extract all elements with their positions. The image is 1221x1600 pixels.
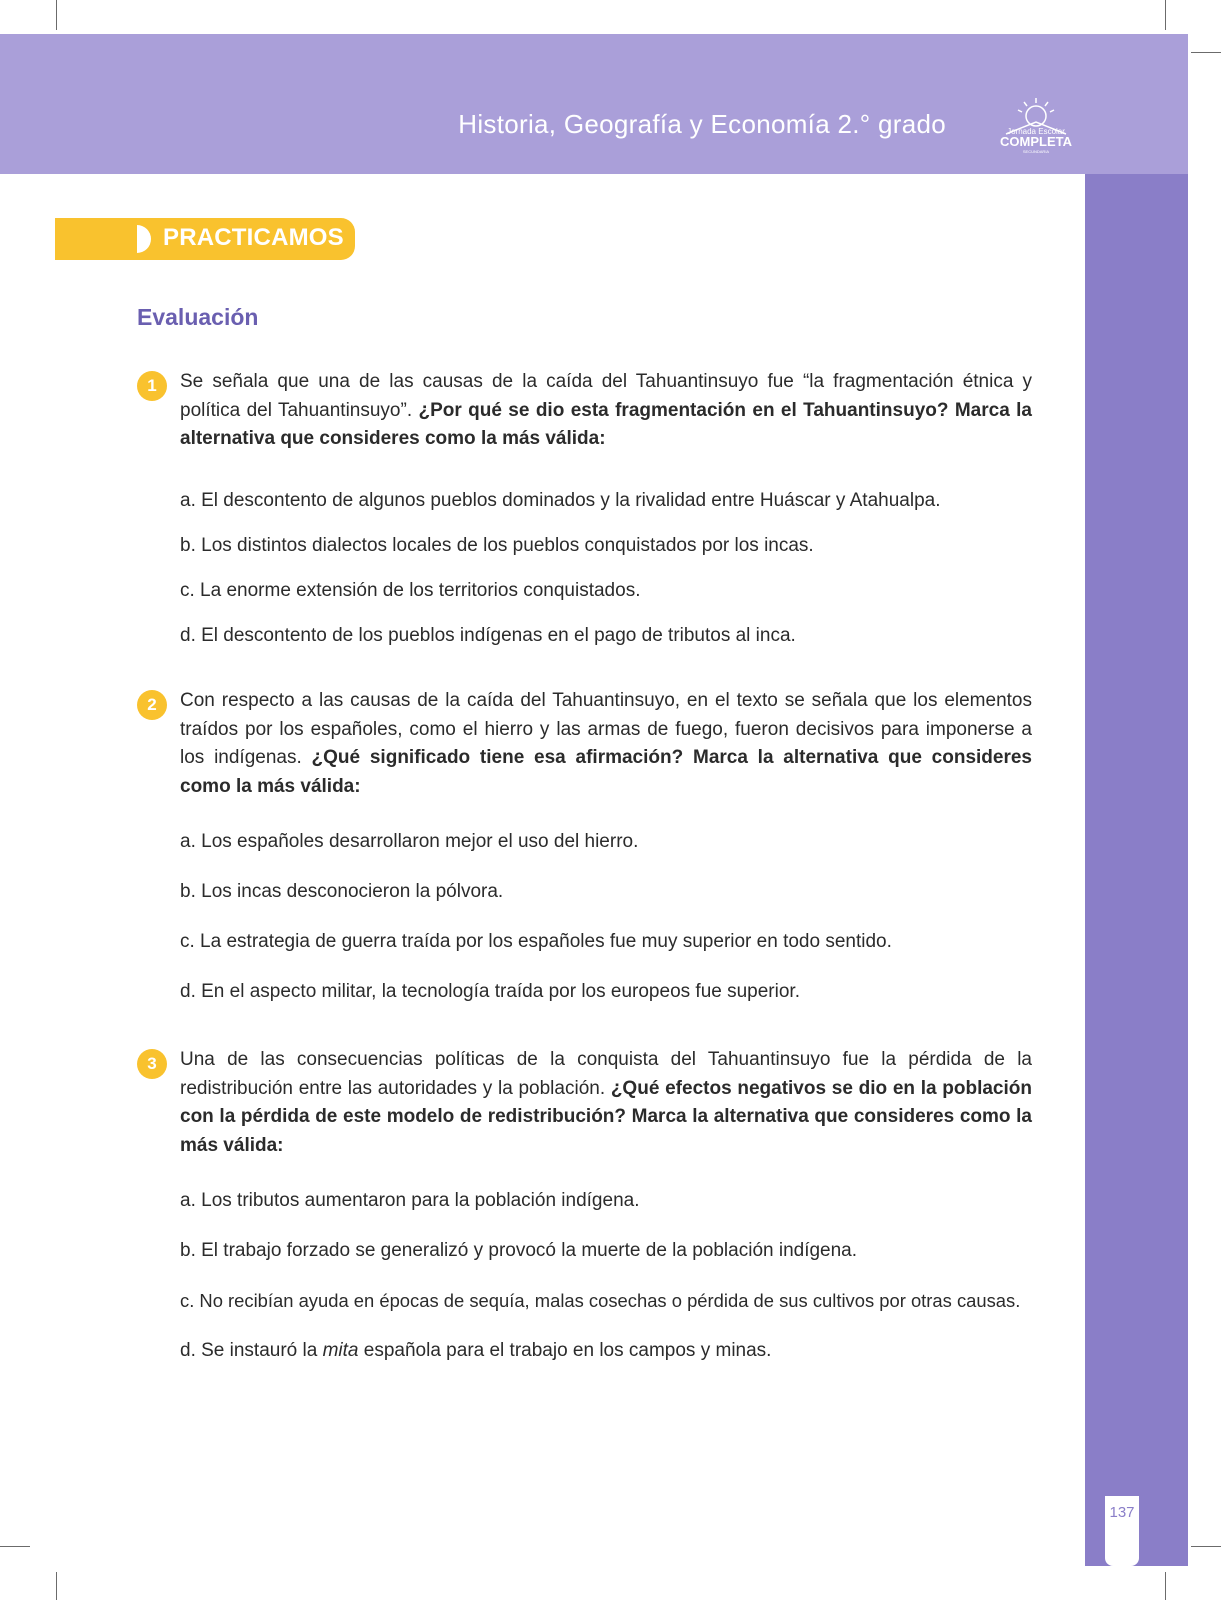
question-2 bbox=[137, 687, 1032, 1028]
question-3 bbox=[137, 1046, 1032, 1387]
crop-mark bbox=[56, 1572, 57, 1600]
svg-text:SECUNDARIA: SECUNDARIA bbox=[1022, 149, 1050, 154]
question-text bbox=[180, 368, 1032, 454]
crop-mark bbox=[56, 0, 57, 30]
question-statement: Se señala que una de las causas de la caída del Tahuantinsuyo fue “la fragmentación étnica y política del Tahuantinsuyo”. bbox=[180, 371, 1032, 421]
section-label-banner bbox=[55, 218, 355, 260]
crop-mark bbox=[1165, 0, 1166, 30]
question-prompt: ¿Qué significado tiene esa afirmación? Marca la alternativa que consideres como la más válida: bbox=[180, 747, 1033, 797]
option-d-italic: mita bbox=[322, 1340, 359, 1361]
svg-text:Jornada Escolar: Jornada Escolar bbox=[1007, 127, 1065, 136]
option-c[interactable]: c. No recibían ayuda en épocas de sequía, malas cosechas o pérdida de sus cultivos por otras causas. bbox=[180, 1290, 1021, 1311]
question-statement: Una de las consecuencias políticas de la conquista del Tahuantinsuyo fue la pérdida de la redistribución entre las autoridades y la población. bbox=[180, 1049, 1032, 1099]
evaluation-title: Evaluación bbox=[137, 304, 259, 330]
question-prompt: ¿Qué efectos negativos se dio en la población con la pérdida de este modelo de redistribución? Marca la alternativa que consideres como la más válida: bbox=[180, 1077, 1032, 1156]
question-prompt: ¿Por qué se dio esta fragmentación en el Tahuantinsuyo? Marca la alternativa que consideres como la más válida: bbox=[180, 399, 1032, 449]
option-b[interactable]: b. Los incas desconocieron la pólvora. bbox=[180, 881, 504, 902]
question-1 bbox=[137, 368, 1032, 667]
side-strip bbox=[1085, 174, 1188, 1566]
crop-mark bbox=[1191, 1546, 1221, 1547]
option-d[interactable]: d. El descontento de los pueblos indígenas en el pago de tributos al inca. bbox=[180, 624, 796, 646]
question-number-badge: 1 bbox=[137, 371, 167, 401]
option-a[interactable]: a. Los tributos aumentaron para la población indígena. bbox=[180, 1190, 640, 1211]
section-label: PRACTICAMOS bbox=[163, 224, 344, 251]
option-d[interactable] bbox=[180, 1337, 1032, 1387]
crop-mark bbox=[1191, 52, 1221, 53]
option-a[interactable]: a. Los españoles desarrollaron mejor el uso del hierro. bbox=[180, 831, 639, 852]
option-a[interactable]: a. El descontento de algunos pueblos dominados y la rivalidad entre Huáscar y Atahualpa. bbox=[180, 489, 941, 511]
page-number: 137 bbox=[1109, 1504, 1135, 1521]
crop-mark bbox=[1165, 1572, 1166, 1600]
question-number-badge: 2 bbox=[137, 690, 167, 720]
question-statement: Con respecto a las causas de la caída del Tahuantinsuyo, en el texto se señala que los elementos traídos por los españoles, como el hierro y las armas de fuego, fueron decisivos para imponerse a los indígenas. bbox=[180, 690, 1032, 768]
option-d-prefix: d. Se instauró la bbox=[180, 1340, 323, 1361]
options-list bbox=[180, 487, 1032, 667]
options-list bbox=[180, 1187, 1032, 1387]
half-circle-icon bbox=[137, 225, 151, 253]
option-d[interactable]: d. En el aspecto militar, la tecnología traída por los europeos fue superior. bbox=[180, 981, 800, 1002]
options-list bbox=[180, 828, 1032, 1028]
option-d-suffix: española para el trabajo en los campos y minas. bbox=[358, 1340, 772, 1361]
question-text bbox=[180, 1046, 1032, 1160]
header-title: Historia, Geografía y Economía 2.° grado bbox=[458, 109, 946, 139]
option-c[interactable]: c. La enorme extensión de los territorios conquistados. bbox=[180, 579, 641, 601]
option-b[interactable]: b. Los distintos dialectos locales de los pueblos conquistados por los incas. bbox=[180, 534, 814, 556]
question-number-badge: 3 bbox=[137, 1049, 167, 1079]
jornada-escolar-completa-logo bbox=[996, 96, 1076, 156]
option-b[interactable]: b. El trabajo forzado se generalizó y provocó la muerte de la población indígena. bbox=[180, 1240, 858, 1261]
option-c[interactable]: c. La estrategia de guerra traída por los españoles fue muy superior en todo sentido. bbox=[180, 931, 892, 952]
question-text bbox=[180, 687, 1032, 801]
crop-mark bbox=[0, 1546, 30, 1547]
svg-text:COMPLETA: COMPLETA bbox=[1000, 134, 1072, 149]
